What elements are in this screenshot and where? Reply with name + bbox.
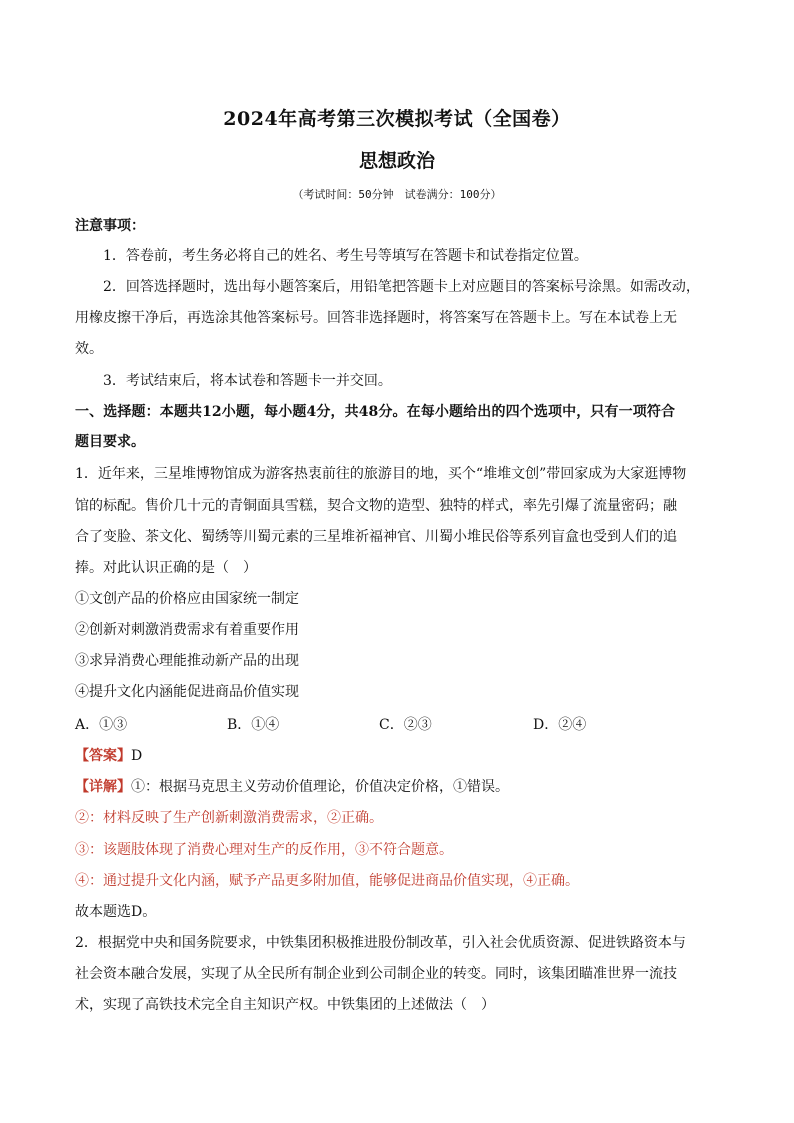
question-1-line-3: 合了变脸、茶文化、蜀绣等川蜀元素的三星堆祈福神官、川蜀小堆民俗等系列盲盒也受到人们的追 xyxy=(75,529,677,545)
answer-value: D xyxy=(131,748,143,764)
notes-item-2-line-3: 效。 xyxy=(75,341,103,357)
option-b: B．①④ xyxy=(227,717,280,733)
notes-item-1: 1．答卷前，考生务必将自己的姓名、考生号等填写在答题卡和试卷指定位置。 xyxy=(103,248,588,264)
statement-3: ③求异消费心理能推动新产品的出现 xyxy=(75,653,299,669)
question-1-line-4: 捧。对此认识正确的是（ ） xyxy=(75,560,257,576)
exam-title: 2024年高考第三次模拟考试（全国卷） xyxy=(223,108,571,130)
detail-text-1: ①：根据马克思主义劳动价值理论，价值决定价格，①错误。 xyxy=(131,779,509,795)
notes-item-2-line-1: 2．回答选择题时，选出每小题答案后，用铅笔把答题卡上对应题目的答案标号涂黑。如需改动， xyxy=(103,279,700,295)
question-1-line-1: 1．近年来，三星堆博物馆成为游客热衷前往的旅游目的地，买个“堆堆文创”带回家成为大家逛博物 xyxy=(75,466,687,482)
statement-4: ④提升文化内涵能促进商品价值实现 xyxy=(75,684,299,700)
detail-line-1 xyxy=(75,777,675,797)
option-d: D．②④ xyxy=(533,717,587,733)
detail-tag: 【详解】 xyxy=(75,779,131,795)
section-heading-line-1: 一、选择题：本题共12小题，每小题4分，共48分。在每小题给出的四个选项中，只有一项符合 xyxy=(75,404,675,420)
subject-title: 思想政治 xyxy=(358,150,435,172)
answer-tag: 【答案】 xyxy=(75,748,131,764)
statement-2: ②创新对刺激消费需求有着重要作用 xyxy=(75,622,299,638)
detail-line-2: ②：材料反映了生产创新刺激消费需求，②正确。 xyxy=(75,810,383,826)
detail-line-3: ③：该题肢体现了消费心理对生产的反作用，③不符合题意。 xyxy=(75,842,453,858)
question-2-line-3: 术，实现了高铁技术完全自主知识产权。中铁集团的上述做法（ ） xyxy=(75,997,495,1013)
answer-line xyxy=(75,746,675,766)
question-2-line-1: 2．根据党中央和国务院要求，中铁集团积极推进股份制改革，引入社会优质资源、促进铁路资本与 xyxy=(75,935,686,951)
statement-1: ①文创产品的价格应由国家统一制定 xyxy=(75,591,299,607)
notes-item-3: 3．考试结束后，将本试卷和答题卡一并交回。 xyxy=(103,373,392,389)
notes-item-2-line-2: 用橡皮擦干净后，再选涂其他答案标号。回答非选择题时，将答案写在答题卡上。写在本试卷上无 xyxy=(75,310,677,326)
notes-heading: 注意事项： xyxy=(75,218,145,234)
exam-info: （考试时间：50分钟 试卷满分：100分） xyxy=(292,188,502,201)
question-1-options xyxy=(75,714,675,734)
option-c: C．②③ xyxy=(379,717,432,733)
detail-conclusion: 故本题选D。 xyxy=(75,904,157,920)
question-2-line-2: 社会资本融合发展，实现了从全民所有制企业到公司制企业的转变。同时，该集团瞄准世界一流技 xyxy=(75,966,677,982)
question-1-line-2: 馆的标配。售价几十元的青铜面具雪糕，契合文物的造型、独特的样式，率先引爆了流量密码；融 xyxy=(75,498,677,514)
detail-line-4: ④：通过提升文化内涵，赋予产品更多附加值，能够促进商品价值实现，④正确。 xyxy=(75,873,579,889)
section-heading-line-2: 题目要求。 xyxy=(75,434,145,450)
option-a: A．①③ xyxy=(75,717,128,733)
